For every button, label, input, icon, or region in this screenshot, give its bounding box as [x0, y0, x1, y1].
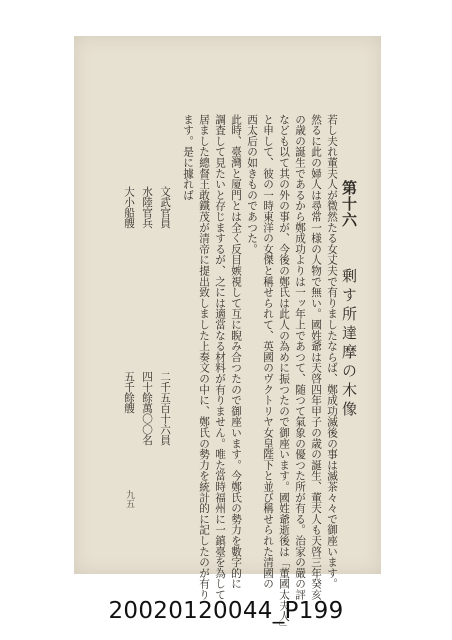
forces-label: 文武官員 — [159, 186, 171, 229]
body-line: 西太后の如きものであつた。 — [246, 114, 258, 255]
body-line: 若し夫れ董夫人が微然たる女丈夫で有りましたならば、鄭成功滅後の事は滅茶々々で御座います。 — [326, 114, 338, 590]
body-line: と申して、彼の一時東洋の女傑と稱せられて、英國のヴクトリヤ女皇陛下と並び稱せられた清國の — [262, 114, 274, 590]
chapter-number: 第十六 — [340, 180, 358, 228]
body-line: 居ました總督王敢鐵茂が清帝に提出致しました上奏文の中に、鄭氏の勢力を統計的に記したのが有り — [198, 114, 210, 600]
chapter-title: 剰す所達摩の木像 — [340, 268, 358, 420]
forces-row — [138, 186, 152, 506]
forces-value: 二千五百十六員 — [159, 371, 171, 446]
forces-row — [120, 186, 134, 506]
body-line: ます。是に據れば — [182, 114, 194, 201]
forces-value: 四十餘萬〇〇名 — [141, 371, 153, 446]
page-number: 九五 — [124, 490, 134, 508]
body-line: 然るに此の婦人は尋常一様の人物で無い。國姓爺は天啓四年甲子の歳の誕生、董夫人も天啓三年癸亥 — [310, 114, 322, 600]
body-line: 此時、臺灣と厦門とは全く反目嫉視して互に睨み合つたので御座います。今鄭氏の勢力を數字的に — [230, 114, 242, 590]
forces-label: 大小船艘 — [123, 186, 135, 229]
body-line: の歳の誕生であるから鄭成功よりは一ッ年上であつて、随つて氣象の優つた所が有る。治家の嚴の評 — [294, 114, 306, 600]
forces-label: 水陸官兵 — [141, 186, 153, 229]
body-line: 調査して見たいと存じまするが、之には適當なる材料が有りません。唯た當時福州に一鎮臺を為して — [214, 114, 226, 600]
body-line: なども以て其の外の事が、今後の鄭氏は此人の為めに振つたので御座います。國姓爺逝後は「董國太夫人」 — [278, 114, 290, 633]
forces-value: 五千餘艘 — [123, 371, 135, 414]
forces-row — [156, 186, 170, 506]
image-caption: 20020120044_P199 — [108, 598, 344, 624]
